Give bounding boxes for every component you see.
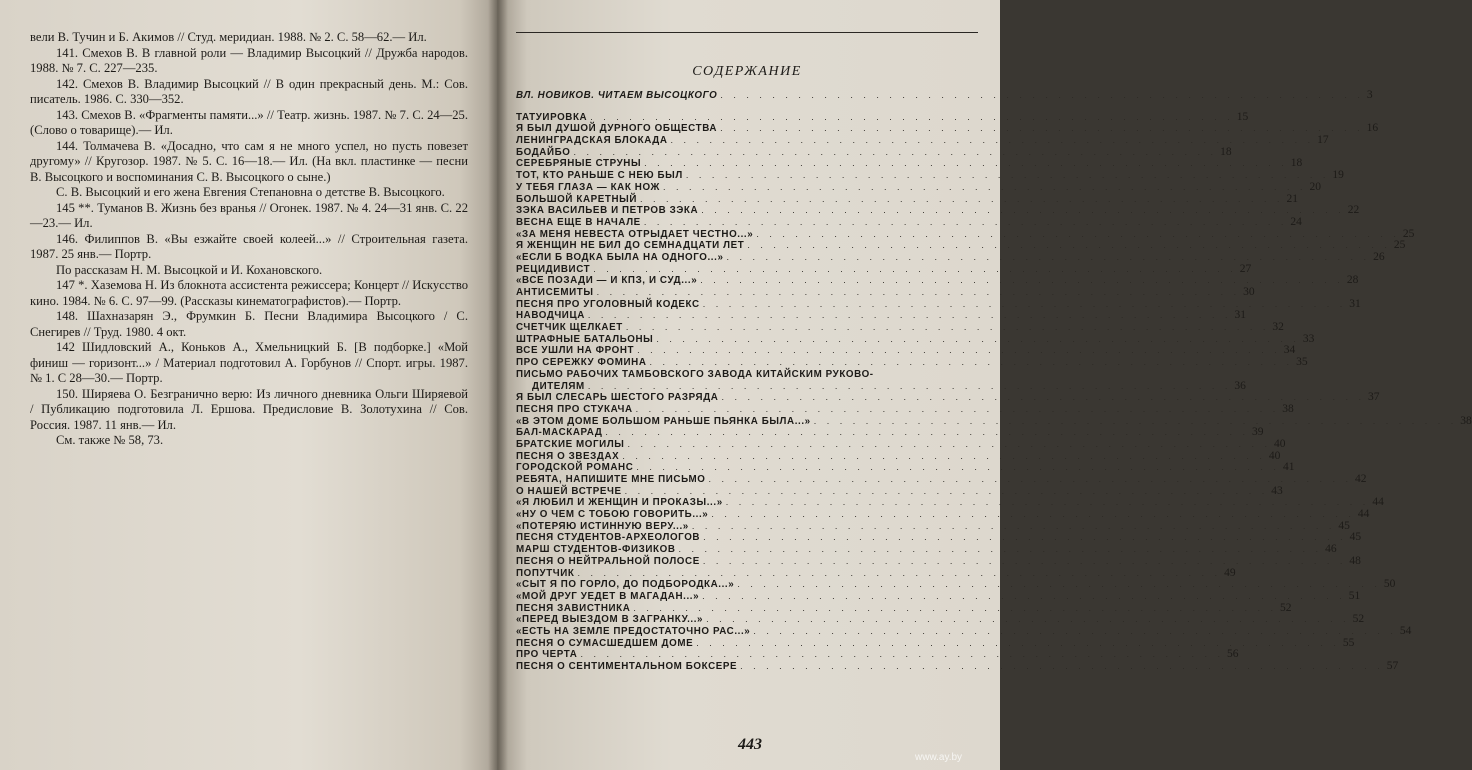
toc-entry-page: 34	[1283, 344, 1296, 357]
toc-leader-dots: . . . . . . . . . . . . . . . . . . . . . . . . . . . . . . . . . . . . . . . . . . . . . . . . . .	[596, 287, 1241, 297]
toc-entry-title: «ПЕРЕД ВЫЕЗДОМ В ЗАГРАНКУ...»	[516, 614, 704, 626]
toc-entry	[516, 461, 1295, 474]
toc-entry-title: «ЕСТЬ НА ЗЕМЛЕ ПРЕДОСТАТОЧНО РАС...»	[516, 625, 751, 637]
toc-leader-dots: . . . . . . . . . . . . . . . . . . . . . . . . . . . . . . . . . . . . . . . . . . . . . . . . . .	[624, 485, 1269, 496]
toc-entry-title: ЛЕНИНГРАДСКАЯ БЛОКАДА	[516, 135, 668, 147]
toc-leader-dots: . . . . . . . . . . . . . . . . . . . . . . . . . . . . . . . . . . . . . . . . . . . . . . . . . .	[756, 228, 1400, 239]
toc-entry-page: 44	[1372, 496, 1384, 509]
toc-entry-title: «ПОТЕРЯЮ ИСТИННУЮ ВЕРУ...»	[516, 520, 689, 532]
toc-entry-page: 21	[1286, 192, 1299, 205]
toc-leader-dots: . . . . . . . . . . . . . . . . . . . . . . . . . . . . . . . . . . . . . . . . . . . . . . . . . .	[577, 567, 1222, 578]
toc-entry-title: ПЕСНЯ ПРО УГОЛОВНЫЙ КОДЕКС	[516, 298, 700, 310]
toc-entry	[516, 110, 1249, 124]
toc-entry	[516, 192, 1299, 206]
toc-leader-dots: . . . . . . . . . . . . . . . . . . . . . . . . . . . . . . . . . . . . . . . . . . . . . . . . . .	[678, 544, 1323, 555]
left-page	[0, 0, 500, 770]
toc-entry-title: НАВОДЧИЦА	[516, 310, 585, 322]
toc-entry-page: 52	[1279, 601, 1292, 614]
toc-entry	[516, 227, 1415, 241]
toc-entry	[516, 356, 1308, 369]
toc-entry	[516, 402, 1294, 416]
toc-entry-title: ЗЭКА ВАСИЛЬЕВ И ПЕТРОВ ЗЭКА	[516, 205, 699, 217]
toc-entry	[516, 543, 1337, 556]
toc-entry	[516, 484, 1283, 498]
toc-entry-page: 36	[1234, 379, 1246, 392]
toc-entry-page: 43	[1271, 484, 1283, 497]
toc-entry	[516, 531, 1362, 544]
toc-entry	[516, 204, 1360, 217]
toc-entry-title: ПЕСНЯ ЗАВИСТНИКА	[516, 602, 631, 614]
toc-leader-dots: . . . . . . . . . . . . . . . . . . . . . . . . . . . . . . . . . . . . . . . . . . . . . . . . . .	[708, 474, 1353, 484]
toc-entry-page: 20	[1309, 180, 1322, 193]
toc-entry-title: ПЕСНЯ СТУДЕНТОВ-АРХЕОЛОГОВ	[516, 532, 701, 544]
toc-entry-page: 25	[1402, 227, 1415, 240]
toc-leader-dots: . . . . . . . . . . . . . . . . . . . . . . . . . . . . . . . . . . . . . . . . . . . . . . . . . .	[737, 579, 1381, 590]
toc-entry-page: 33	[1302, 332, 1315, 345]
toc-entry	[516, 239, 1406, 252]
toc-leader-dots: . . . . . . . . . . . . . . . . . . . . . . . . . . . . . . . . . . . . . . . . . . . . . . . . . .	[702, 555, 1347, 566]
toc-entry-title: ПЕСНЯ О СЕНТИМЕНТАЛЬНОМ БОКСЕРЕ	[516, 661, 738, 672]
toc-entry-title: ПРО ЧЕРТА	[516, 649, 578, 661]
toc-entry-title: ПОПУТЧИК	[516, 567, 575, 579]
toc-entry-title: «Я ЛЮБИЛ И ЖЕНЩИН И ПРОКАЗЫ...»	[516, 497, 723, 509]
bibliography-entry: 143. Смехов В. «Фрагменты памяти...» // Театр. жизнь. 1987. № 7. С. 24—25. (Слово о товарище).— Ил.	[30, 107, 468, 137]
book-gutter	[488, 0, 508, 770]
toc-entry	[516, 122, 1379, 135]
toc-entry-title: Я ЖЕНЩИН НЕ БИЛ ДО СЕМНАДЦАТИ ЛЕТ	[516, 240, 745, 252]
toc-heading: СОДЕРЖАНИЕ	[692, 64, 802, 79]
toc-entry-page: 31	[1234, 309, 1246, 322]
toc-leader-dots: . . . . . . . . . . . . . . . . . . . . . . . . . . . . . . . . . . . . . . . . . . . . . . . . . .	[636, 462, 1280, 473]
toc-leader-dots: . . . . . . . . . . . . . . . . . . . . . . . . . . . . . . . . . . . . . . . . . . . . . . . . . .	[721, 392, 1366, 403]
toc-leader-dots: . . . . . . . . . . . . . . . . . . . . . . . . . . . . . . . . . . . . . . . . . . . . . . . . . .	[580, 649, 1225, 660]
toc-entry-title: ПЕСНЯ О НЕЙТРАЛЬНОЙ ПОЛОСЕ	[516, 555, 700, 567]
toc-leader-dots: . . . . . . . . . . . . . . . . . . . . . . . . . . . . . . . . . . . . . . . . . . . . . . . . . .	[644, 158, 1288, 169]
toc-entry-page: 3	[1366, 89, 1373, 101]
toc-entry-page: 38	[1460, 414, 1472, 427]
bibliography-entry: По рассказам Н. М. Высоцкой и И. Кохановского.	[56, 262, 323, 277]
toc-leader-dots: . . . . . . . . . . . . . . . . . . . . . . . . . . . . . . . . . . . . . . . . . . . . . . . . . .	[670, 135, 1315, 146]
toc-entry-title: БОДАЙБО	[516, 146, 571, 158]
toc-entry	[516, 134, 1329, 147]
toc-entry-title: СЕРЕБРЯНЫЕ СТРУНЫ	[516, 158, 642, 170]
toc-entry	[516, 508, 1370, 521]
toc-entry-page: 31	[1349, 297, 1361, 310]
toc-entry-title: БАЛ-МАСКАРАД	[516, 427, 603, 439]
toc-entry	[516, 274, 1359, 287]
toc-entry-page: 15	[1236, 110, 1249, 123]
toc-leader-dots: . . . . . . . . . . . . . . . . . . . . . . . . . . . . . . . . . . . . . . . . . . . . . . . . . .	[702, 298, 1347, 309]
toc-entry	[516, 496, 1384, 509]
bibliography-entry: 142 Шидловский А., Коньков А., Хмельницкий Б. [В подборке.] «Мой финиш — горизонт...» / Материал подготовил А. Горбунов // Спорт. игры. 1987. № 1. С 28—30.— Портр.	[30, 340, 468, 385]
toc-leader-dots: . . . . . . . . . . . . . . . . . . . . . . . . . . . . . . . . . . . . . . . . . . . . . . . . . .	[720, 123, 1364, 134]
toc-entry	[516, 578, 1396, 591]
toc-entry-title: «ЗА МЕНЯ НЕВЕСТА ОТРЫДАЕТ ЧЕСТНО...»	[516, 228, 754, 240]
toc-entry	[516, 624, 1412, 638]
toc-entry-page: 57	[1386, 660, 1399, 672]
toc-entry-title: ВСЕ УШЛИ НА ФРОНТ	[516, 345, 635, 357]
toc-leader-dots: . . . . . . . . . . . . . . . . . . . . . . . . . . . . . . . . . . . . . . . . . . . . . . . . . .	[702, 590, 1346, 601]
bibliography-entry: 142. Смехов В. Владимир Высоцкий // В один прекрасный день. М.: Сов. писатель. 1986. С. 330—352.	[30, 76, 468, 106]
toc-leader-dots: . . . . . . . . . . . . . . . . . . . . . . . . . . . . . . . . . . . . . . . . . . . . . . . . . .	[649, 357, 1294, 368]
toc-entry-page: 22	[1347, 204, 1360, 217]
toc-entry	[516, 519, 1350, 533]
toc-entry-title: БРАТСКИЕ МОГИЛЫ	[516, 438, 625, 450]
toc-entry	[516, 332, 1315, 346]
toc-leader-dots: . . . . . . . . . . . . . . . . . . . . . . . . . . . . . . . . . . . . . . . . . . . . . . . . . .	[633, 602, 1277, 613]
toc-entry	[516, 613, 1365, 626]
toc-entry-page: 45	[1349, 531, 1362, 544]
toc-entry-page: 30	[1243, 286, 1255, 298]
toc-entry-title: РЕЦИДИВИСТ	[516, 263, 591, 275]
toc-entry	[516, 437, 1286, 451]
bibliography-entry: 147 *. Хаземова Н. Из блокнота ассистента режиссера; Концерт // Искусство кино. 1984. № 6. С. 97—99. (Рассказы кинематографистов).— Портр.	[30, 278, 468, 308]
bibliography-entry: 145 **. Туманов В. Жизнь без вранья // Огонек. 1987. № 4. 24—31 янв. С. 22—23.— Ил.	[30, 200, 468, 230]
toc-entry-page: 46	[1325, 543, 1337, 556]
toc-entry-title: О НАШЕЙ ВСТРЕЧЕ	[516, 485, 622, 497]
toc-entry	[516, 379, 1246, 393]
toc-entry-page: 49	[1224, 566, 1236, 579]
bibliography-entry: 148. Шахназарян Э., Фрумкин Б. Песни Владимира Высоцкого / С. Снегирев // Труд. 1980. 4 окт.	[30, 309, 468, 339]
toc-entry-page: 45	[1338, 519, 1350, 532]
toc-leader-dots: . . . . . . . . . . . . . . . . . . . . . . . . . . . . . . . . . . . . . . . . . . . . . . . . . .	[720, 90, 1364, 100]
bibliography-entry: вели В. Тучин и Б. Акимов // Студ. меридиан. 1988. № 2. С. 58—62.— Ил.	[30, 30, 427, 44]
bibliography-list	[30, 30, 468, 449]
toc-entry-page: 24	[1290, 215, 1302, 228]
toc-entry-page: 39	[1251, 426, 1264, 439]
toc-entry-page: 42	[1355, 473, 1367, 485]
toc-entry-title: СЧЕТЧИК ЩЕЛКАЕТ	[516, 322, 623, 334]
toc-entry-page: 41	[1282, 461, 1295, 474]
toc-entry	[516, 391, 1380, 404]
toc-entry	[516, 369, 982, 381]
toc-entry-page: 32	[1272, 321, 1284, 334]
page-number: 443	[738, 736, 762, 753]
toc-entry-page: 17	[1317, 134, 1329, 147]
toc-entry	[516, 180, 1322, 194]
toc-entry	[516, 648, 1239, 661]
toc-entry	[516, 566, 1236, 580]
toc-entry-page: 56	[1227, 648, 1239, 661]
toc-entry-title: ПЕСНЯ О ЗВЕЗДАХ	[516, 450, 620, 462]
toc-leader-dots: . . . . . . . . . . . . . . . . . . . . . . . . . . . . . . . . . . . . . . . . . . . . . . . . . .	[587, 380, 1232, 391]
toc-entry-title: МАРШ СТУДЕНТОВ-ФИЗИКОВ	[516, 544, 676, 556]
toc-entry	[516, 473, 1367, 486]
bibliography-entry: 141. Смехов В. В главной роли — Владимир Высоцкий // Дружба народов. 1988. № 7. С. 227—235.	[30, 45, 468, 75]
toc-entry-page: 48	[1349, 554, 1361, 567]
toc-entry-page: 55	[1342, 636, 1355, 649]
toc-leader-dots: . . . . . . . . . . . . . . . . . . . . . . . . . . . . . . . . . . . . . . . . . . . . . . . . . .	[637, 345, 1281, 356]
toc-leader-dots: . . . . . . . . . . . . . . . . . . . . . . . . . . . . . . . . . . . . . . . . . . . . . . . . . .	[691, 520, 1336, 531]
toc-leader-dots: . . . . . . . . . . . . . . . . . . . . . . . . . . . . . . . . . . . . . . . . . . . . . . . . . .	[725, 497, 1370, 508]
toc-entry	[516, 215, 1302, 229]
toc-entry	[516, 344, 1296, 357]
toc-leader-dots: . . . . . . . . . . . . . . . . . . . . . . . . . . . . . . . . . . . . . . . . . . . . . . . . . .	[662, 181, 1307, 192]
toc-leader-dots: . . . . . . . . . . . . . . . . . . . . . . . . . . . . . . . . . . . . . . . . . . . . . . . . . .	[573, 146, 1218, 157]
toc-leader-dots: . . . . . . . . . . . . . . . . . . . . . . . . . . . . . . . . . . . . . . . . . . . . . . . . . .	[685, 170, 1330, 181]
toc-entry-page: 38	[1282, 402, 1294, 415]
table-of-contents	[516, 89, 1472, 673]
toc-entry-title: У ТЕБЯ ГЛАЗА — КАК НОЖ	[516, 181, 660, 193]
toc-leader-dots: . . . . . . . . . . . . . . . . . . . . . . . . . . . . . . . . . . . . . . . . . . . . . . . . . .	[711, 509, 1355, 520]
toc-leader-dots: . . . . . . . . . . . . . . . . . . . . . . . . . . . . . . . . . . . . . . . . . . . . . . . . . .	[622, 450, 1266, 461]
toc-entry	[516, 660, 1399, 673]
toc-entry	[516, 89, 1373, 102]
toc-entry-title: РЕБЯТА, НАПИШИТЕ МНЕ ПИСЬМО	[516, 474, 706, 485]
toc-entry	[516, 297, 1361, 311]
toc-entry-page: 25	[1393, 239, 1406, 252]
toc-entry-title: «НУ О ЧЕМ С ТОБОЮ ГОВОРИТЬ...»	[516, 509, 709, 521]
toc-entry-page: 19	[1332, 169, 1344, 182]
header-rule	[516, 32, 978, 33]
toc-entry-page: 26	[1373, 250, 1385, 263]
toc-entry	[516, 309, 1246, 322]
toc-entry	[516, 426, 1264, 439]
toc-entry	[516, 286, 1255, 299]
toc-entry-title: ГОРОДСКОЙ РОМАНС	[516, 462, 634, 474]
watermark-text: www.ay.by	[915, 752, 963, 763]
toc-entry-page: 35	[1296, 356, 1308, 369]
toc-entry-title: БОЛЬШОЙ КАРЕТНЫЙ	[516, 193, 637, 205]
toc-entry-title: ПЕСНЯ О СУМАСШЕДШЕМ ДОМЕ	[516, 637, 694, 649]
bibliography-entry: 150. Ширяева О. Безгранично верю: Из личного дневника Ольги Ширяевой / Публикацию подготовила Л. Ершова. Предисловие В. Золотухина // Сов. Россия. 1987. 11 янв.— Ил.	[30, 386, 468, 432]
toc-leader-dots: . . . . . . . . . . . . . . . . . . . . . . . . . . . . . . . . . . . . . . . . . . . . . . . . . .	[747, 240, 1391, 251]
toc-entry-page: 54	[1399, 624, 1412, 637]
toc-leader-dots: . . . . . . . . . . . . . . . . . . . . . . . . . . . . . . . . . . . . . . . . . . . . . . . . . .	[587, 310, 1232, 321]
bibliography-entry: См. также № 58, 73.	[56, 433, 164, 447]
toc-entry-page: 28	[1346, 274, 1359, 287]
toc-entry-title: ВЕСНА ЕЩЕ В НАЧАЛЕ	[516, 216, 641, 228]
toc-leader-dots: . . . . . . . . . . . . . . . . . . . . . . . . . . . . . . . . . . . . . . . . . . . . . . . . . .	[590, 111, 1234, 122]
toc-leader-dots: . . . . . . . . . . . . . . . . . . . . . . . . . . . . . . . . . . . . . . . . . . . . . . . . . .	[625, 322, 1270, 333]
toc-entry-title: «СЫТ Я ПО ГОРЛО, ДО ПОДБОРОДКА...»	[516, 579, 735, 591]
toc-leader-dots: . . . . . . . . . . . . . . . . . . . . . . . . . . . . . . . . . . . . . . . . . . . . . . . . . .	[726, 251, 1371, 262]
bibliography-entry: 146. Филиппов В. «Вы езжайте своей колеей...» // Строительная газета. 1987. 25 янв.— Портр.	[30, 231, 468, 261]
toc-entry-title: ДИТЕЛЯМ	[532, 380, 585, 392]
toc-entry-page: 40	[1274, 437, 1286, 450]
toc-entry-title: «В ЭТОМ ДОМЕ БОЛЬШОМ РАНЬШЕ ПЬЯНКА БЫЛА...»	[516, 415, 811, 427]
toc-entry-page: 37	[1368, 391, 1380, 404]
toc-leader-dots: . . . . . . . . . . . . . . . . . . . . . . . . . . . . . . . . . . . . . . . . . . . . . . . . . .	[703, 532, 1347, 543]
toc-entry-page: 51	[1348, 589, 1361, 602]
toc-entry	[516, 414, 1472, 428]
toc-entry-title: ТАТУИРОВКА	[516, 111, 588, 123]
toc-entry-page: 16	[1366, 122, 1379, 135]
toc-leader-dots: . . . . . . . . . . . . . . . . . . . . . . . . . . . . . . . . . . . . . . . . . . . . . . . . . .	[656, 333, 1300, 344]
toc-entry	[516, 250, 1385, 264]
toc-leader-dots: . . . . . . . . . . . . . . . . . . . . . . . . . . . . . . . . . . . . . . . . . . . . . . . . . .	[627, 438, 1272, 449]
toc-entry-page: 50	[1383, 578, 1396, 591]
toc-leader-dots: . . . . . . . . . . . . . . . . . . . . . . . . . . . . . . . . . . . . . . . . . . . . . . . . . .	[593, 263, 1237, 274]
toc-entry-title: Я БЫЛ ДУШОЙ ДУРНОГО ОБЩЕСТВА	[516, 123, 718, 135]
toc-entry-page: 52	[1352, 613, 1365, 626]
toc-entry	[516, 449, 1281, 463]
toc-entry-title: ТОТ, КТО РАНЬШЕ С НЕЮ БЫЛ	[516, 170, 683, 182]
toc-entry-title: «МОЙ ДРУГ УЕДЕТ В МАГАДАН...»	[516, 590, 700, 602]
toc-entry-page: 40	[1268, 449, 1281, 462]
toc-leader-dots: . . . . . . . . . . . . . . . . . . . . . . . . . . . . . . . . . . . . . . . . . . . . . . . . . .	[639, 193, 1284, 204]
toc-entry-page: 27	[1239, 262, 1252, 275]
toc-entry-title: ПРО СЕРЕЖКУ ФОМИНА	[516, 357, 647, 369]
toc-entry-title: ПИСЬМО РАБОЧИХ ТАМБОВСКОГО ЗАВОДА КИТАЙСКИМ РУКОВО-	[516, 368, 874, 380]
toc-entry	[516, 169, 1344, 182]
toc-entry	[516, 157, 1303, 170]
toc-entry-page: 44	[1357, 508, 1370, 521]
toc-entry-title: ПЕСНЯ ПРО СТУКАЧА	[516, 403, 633, 415]
toc-entry-page: 18	[1290, 157, 1303, 170]
toc-leader-dots: . . . . . . . . . . . . . . . . . . . . . . . . . . . . . . . . . . . . . . . . . . . . . . . . . .	[635, 403, 1280, 414]
toc-entry-page: 18	[1220, 145, 1232, 158]
toc-leader-dots: . . . . . . . . . . . . . . . . . . . . . . . . . . . . . . . . . . . . . . . . . . . . . . . . . .	[813, 415, 1458, 426]
bibliography-entry: 144. Толмачева В. «Досадно, что сам я не много успел, но пусть повезет другому» // Кругозор. 1987. № 5. С. 16—18.— Ил. (На вкл. пластинке — песни В. Высоцкого и воспоминания С. В. Высоцкого о сыне.)	[30, 138, 468, 184]
toc-entry-title: ВЛ. НОВИКОВ. ЧИТАЕМ ВЫСОЦКОГО	[516, 90, 718, 101]
toc-leader-dots: . . . . . . . . . . . . . . . . . . . . . . . . . . . . . . . . . . . . . . . . . . . . . . . . . .	[740, 661, 1384, 671]
toc-leader-dots: . . . . . . . . . . . . . . . . . . . . . . . . . . . . . . . . . . . . . . . . . . . . . . . . . .	[706, 614, 1350, 625]
toc-leader-dots: . . . . . . . . . . . . . . . . . . . . . . . . . . . . . . . . . . . . . . . . . . . . . . . . . .	[701, 205, 1345, 216]
toc-leader-dots: . . . . . . . . . . . . . . . . . . . . . . . . . . . . . . . . . . . . . . . . . . . . . . . . . .	[700, 275, 1344, 286]
toc-entry	[516, 145, 1232, 159]
toc-entry	[516, 601, 1292, 615]
toc-entry-title: Я БЫЛ СЛЕСАРЬ ШЕСТОГО РАЗРЯДА	[516, 392, 719, 404]
toc-entry	[516, 554, 1361, 568]
toc-entry-title: ШТРАФНЫЕ БАТАЛЬОНЫ	[516, 333, 654, 345]
toc-leader-dots: . . . . . . . . . . . . . . . . . . . . . . . . . . . . . . . . . . . . . . . . . . . . . . . . . .	[696, 637, 1340, 648]
toc-leader-dots: . . . . . . . . . . . . . . . . . . . . . . . . . . . . . . . . . . . . . . . . . . . . . . . . . .	[643, 216, 1288, 227]
toc-entry	[516, 321, 1284, 334]
toc-entry	[516, 636, 1355, 650]
toc-entry-title: «ВСЕ ПОЗАДИ — И КПЗ, И СУД...»	[516, 275, 698, 287]
toc-entry-title: АНТИСЕМИТЫ	[516, 287, 594, 298]
bibliography-entry: С. В. Высоцкий и его жена Евгения Степановна о детстве В. Высоцкого.	[56, 185, 445, 199]
toc-entry-title: «ЕСЛИ Б ВОДКА БЫЛА НА ОДНОГО...»	[516, 251, 724, 263]
toc-entry	[516, 589, 1361, 603]
toc-leader-dots: . . . . . . . . . . . . . . . . . . . . . . . . . . . . . . . . . . . . . . . . . . . . . . . . . .	[753, 625, 1397, 636]
toc-leader-dots: . . . . . . . . . . . . . . . . . . . . . . . . . . . . . . . . . . . . . . . . . . . . . . . . . .	[605, 427, 1249, 438]
toc-entry	[516, 262, 1252, 276]
